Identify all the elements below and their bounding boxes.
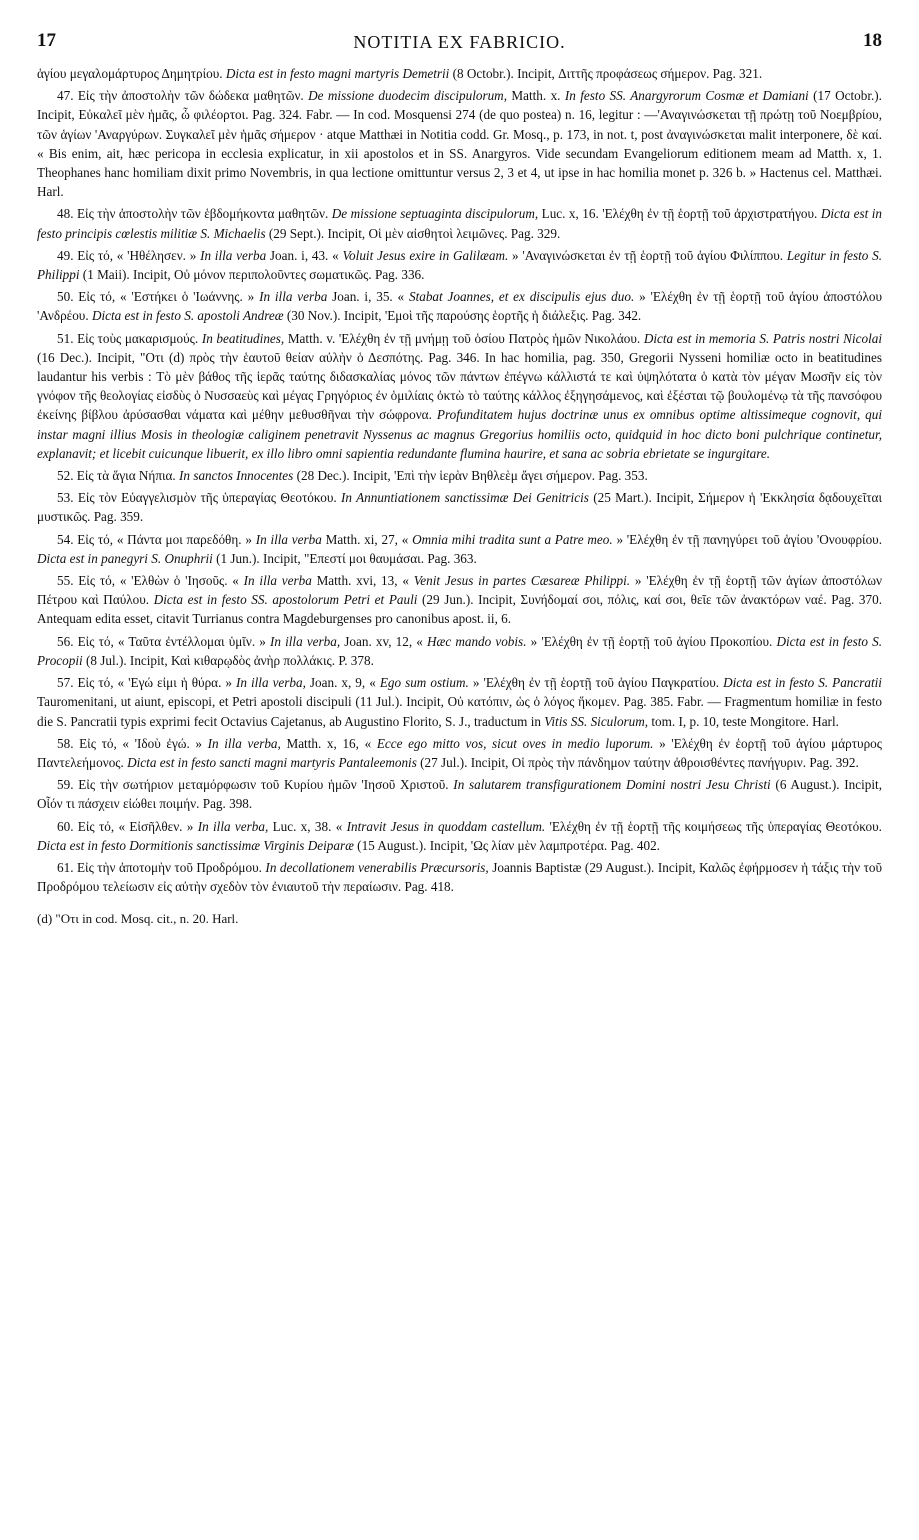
latin-italic-text: In illa verba, [269,633,341,649]
catalog-entry [37,734,882,772]
latin-italic-text: Hæc mando vobis. [427,633,527,649]
latin-italic-text: Dicta est in festo Dormitionis sanctissimæ Virginis Deiparæ [37,837,354,853]
entry-text: Tauromenitani, ut aiunt, episcopi, et Petri apostoli discipuli (11 Jul.). Incipit, Οὐ κατόπιν, ὡς ὁ λόγος ἥκομεν. Pag. 385. Fabr. — Fragmentum homiliæ in festo die S. Pancratii typis exprimi fecit Octavius Cajetanus, ab Augustino Florito, S. J., traductum in [37,694,882,729]
catalog-entry [37,632,882,670]
latin-italic-text: In illa verba, [235,675,306,691]
entry-text: » 'Ελέχθη ἐν τῇ ἑορτῇ τῶν ἁγίων ἀποστόλων Πέτρου καὶ Παύλου. [37,573,882,608]
latin-italic-text: In decollationem venerabilis Præcursoris, [265,859,489,875]
entry-text: 56. Εἰς τό, « Ταῦτα ἐντέλλομαι ὑμῖν. » [57,633,270,649]
latin-italic-text: In illa verba [200,247,267,263]
latin-italic-text: In festo SS. Anargyrorum Cosmæ et Damiani [564,88,809,104]
latin-italic-text: Ecce ego mitto vos, sicut oves in medio luporum. [376,735,654,751]
entry-text: Joan. xv, 12, « [340,633,428,649]
running-title: NOTITIA EX FABRICIO. [353,32,566,52]
entry-text: (29 Jun.). Incipit, Συνήδομαί σοι, πόλις, καί σοι, θεῖε τῶν ἀνακτόρων ναέ. Pag. 370. Antequam edita esset, citavit Turrianus contra Magdeburgenses pro canonibus apost. ii, 6. [37,592,883,627]
entry-text: (28 Dec.). Incipit, 'Επὶ τὴν ἱερὰν Βηθλεὲμ ἄγει σήμερον. Pag. 353. [293,468,648,484]
latin-italic-text: Omnia mihi tradita sunt a Patre meo. [412,531,613,547]
entry-text: (6 August.). Incipit, Οἷόν τι πάσχειν εἰώθει ποιμήν. Pag. 398. [37,777,882,812]
entry-text: 'Ελέχθη ἐν τῇ ἑορτῇ τῆς κοιμήσεως τῆς ὑπεραγίας Θεοτόκου. [545,818,882,834]
catalog-entry [37,488,882,526]
page-number-left: 17 [37,30,56,51]
entry-text: (27 Jul.). Incipit, Οἱ πρὸς τὴν πάνδημον ταύτην ἀθροισθέντες πανήγυριν. Pag. 392. [416,754,859,770]
entry-text: » 'Ελέχθη ἐν τῇ ἑορτῇ τοῦ ἁγίου ἀποστόλου 'Ανδρέου. [37,289,883,324]
entry-text: tom. I, p. 10, teste Mongitore. Harl. [648,713,839,729]
latin-italic-text: Ego sum ostium. [379,675,469,691]
latin-italic-text: Dicta est in festo magni martyris Demetrii [225,66,450,81]
entry-text: 52. Εἰς τὰ ἅγια Νήπια. [57,468,180,484]
entry-text: Joan. i, 43. « [266,247,343,263]
entry-text: (1 Maii). Incipit, Οὐ μόνον περιπολοῦντες σωματικῶς. Pag. 336. [79,267,425,283]
latin-italic-text: Voluit Jesus exire in Galilæam. [342,247,509,263]
latin-italic-text: Dicta est in festo sancti magni martyris Pantaleemonis [127,754,417,770]
entry-text: (29 Sept.). Incipit, Οἱ μὲν αἰσθητοὶ λειμῶνες. Pag. 329. [265,225,561,241]
latin-italic-text: Intravit Jesus in quoddam castellum. [346,818,546,834]
entry-text: 61. Εἰς τὴν ἀποτομὴν τοῦ Προδρόμου. [57,859,266,875]
entry-text: (30 Nov.). Incipit, 'Εμοὶ τῆς παρούσης ἑορτῆς ἡ διάλεξις. Pag. 342. [283,308,642,324]
entry-text: Matth. x, 16, « [280,735,377,751]
entry-text: (1 Jun.). Incipit, "Επεστί μοι θαυμάσαι. Pag. 363. [212,550,477,566]
entry-text: Luc. x, 38. « [268,818,347,834]
footnote: (d) "Οτι in cod. Mosq. cit., n. 20. Harl. [37,911,239,927]
entry-text: » 'Ελέχθη ἐν τῇ ἑορτῇ τοῦ ἁγίου Παγκρατίου. [468,675,724,691]
catalog-entry [37,86,882,201]
entry-text: (8 Jul.). Incipit, Καὶ κιθαρῳδὸς ἀνὴρ πολλάκις. P. 378. [82,652,374,668]
catalog-entry [37,530,882,568]
latin-italic-text: In illa verba [255,531,322,547]
latin-italic-text: In illa verba, [197,818,269,834]
entry-text: ἁγίου μεγαλομάρτυρος Δημητρίου. [37,66,226,81]
latin-italic-text: Legitur in festo S. Philippi [37,247,882,283]
latin-italic-text: Dicta est in festo SS. apostolorum Petri et Pauli [153,592,418,608]
entry-text: 53. Εἰς τὸν Εὐαγγελισμὸν τῆς ὑπεραγίας Θεοτόκου. [57,490,341,506]
entry-text: Matth. v. 'Ελέχθη ἐν τῇ μνήμῃ τοῦ ὁσίου Πατρὸς ἡμῶν Νικολάου. [284,330,644,346]
latin-italic-text: In illa verba [259,289,328,305]
catalog-entry [37,287,882,325]
entry-text: 47. Εἰς τὴν ἀποστολὴν τῶν δώδεκα μαθητῶν. [57,88,309,104]
entry-text: Joan. i, 35. « [327,289,409,305]
latin-italic-text: Vitis SS. Siculorum, [544,713,649,729]
catalog-entry [37,673,882,731]
latin-italic-text: Venit Jesus in partes Cæsareæ Philippi. [413,573,631,589]
entry-text: Joan. x, 9, « [305,675,380,691]
catalog-entry [37,329,882,463]
latin-italic-text: Dicta est in memoria S. Patris nostri Nicolai [643,330,882,346]
entry-text: 59. Εἰς τὴν σωτήριον μεταμόρφωσιν τοῦ Κυρίου ἡμῶν 'Ιησοῦ Χριστοῦ. [57,777,454,793]
entries-body [37,64,882,896]
entry-text: 54. Εἰς τό, « Πάντα μοι παρεδόθη. » [57,531,256,547]
entry-text: 50. Εἰς τό, « 'Εστήκει ὁ 'Ιωάννης. » [57,289,260,305]
continuation-paragraph [37,64,882,83]
entry-text: (25 Mart.). Incipit, Σήμερον ἡ 'Εκκλησία δᾳδουχεῖται μυστικῶς. Pag. 359. [37,490,882,525]
entry-text: Joannis Baptistæ (29 August.). Incipit, Καλῶς ἐφήρμοσεν ἡ τάξις τὴν τοῦ Προδρόμου τελείωσιν εἰς αὐτὴν σχεδὸν τὸν ἐνιαυτοῦ τὴν περαίωσιν. Pag. 418. [37,859,883,895]
latin-italic-text: De missione duodecim discipulorum, [308,88,507,104]
running-header [37,30,882,64]
latin-italic-text: Dicta est in festo S. Pancratii [723,675,882,691]
entry-text: 49. Εἰς τό, « 'Ηθέλησεν. » [57,247,201,263]
latin-italic-text: In illa verba [243,573,312,589]
document-page [37,30,882,928]
latin-italic-text: In illa verba, [207,735,281,751]
catalog-entry [37,858,882,896]
catalog-entry [37,817,882,855]
page-number-right: 18 [863,30,882,51]
entry-text: » 'Ελέχθη ἐν τῇ ἑορτῇ τοῦ ἁγίου Προκοπίου. [526,633,777,649]
entry-text: (15 August.). Incipit, 'Ως λίαν μὲν λαμπροτέρα. Pag. 402. [353,837,660,853]
entry-text: Matth. xi, 27, « [321,531,413,547]
entry-text: 51. Εἰς τοὺς μακαρισμούς. [57,330,202,346]
latin-italic-text: Profunditatem hujus doctrinæ unus ex omnibus optime altissimeque cognovit, qui instar magni illius Mosis in theologiæ caliginem penetravit Nyssenus ac magnus Gregorius homiliis octo, quidquid in hoc dicto boni pulchrique continetur, explanavit; et licebit cuicunque libuerit, ex illo libro omni sapientia redundante flumina haurire, et sana ac sobria ebrietate se ingurgitare. [37,407,882,461]
entry-text: Matth. x. [507,88,565,104]
catalog-entry [37,466,882,485]
entry-text: (8 Octobr.). Incipit, Διττῆς προφάσεως σήμερον. Pag. 321. [449,66,763,81]
latin-italic-text: In Annuntiationem sanctissimæ Dei Genitricis [340,490,589,506]
catalog-entry [37,775,882,813]
latin-italic-text: In sanctos Innocentes [179,468,294,484]
latin-italic-text: Stabat Joannes, et ex discipulis ejus duo. [408,289,635,305]
entry-text: 48. Εἰς τὴν ἀποστολὴν τῶν ἑβδομήκοντα μαθητῶν. [57,206,332,222]
entry-text: 58. Εἰς τό, « 'Ιδοὺ ἐγώ. » [57,735,208,751]
catalog-entry [37,246,882,284]
entry-text: Matth. xvi, 13, « [311,573,414,589]
entry-text: 57. Εἰς τό, « 'Εγώ εἰμι ἡ θύρα. » [57,675,236,691]
catalog-entry [37,571,882,629]
entry-text: (17 Octobr.). Incipit, Εὐκαλεῖ μὲν ἡμᾶς, ὦ φιλέορτοι. Pag. 324. Fabr. — In cod. Mosquensi 274 (de quo postea) n. 16, legitur : —'Αναγινώσκεται τῇ πρώτῃ τοῦ Νοεμβρίου, τῶν ἁγίων 'Αναργύρων. Συγκαλεῖ μὲν ἡμᾶς σήμερον · atque Matthæi in Notitia codd. Gr. Mosq., p. 173, in not. t, post ἀναγινώσκεται malit interponere, δὲ καί. « Bis enim, ait, hæc pericopa in ecclesia explicatur, in xii apostolos et in SS. Anargyros. Vide secundam Evangeliorum editionem meam ad Matth. x, 1. Theophanes hanc homiliam dixit primo Novembris, in qua lectione omittuntur versus 2, 3 et 4, ut ipse in hac homilia monet p. 326 b. » Hactenus cel. Matthæi. Harl. [37,88,882,200]
entry-text: 60. Εἰς τό, « Εἰσῆλθεν. » [57,818,198,834]
latin-italic-text: Dicta est in festo S. Procopii [37,633,882,668]
latin-italic-text: In beatitudines, [201,330,285,346]
latin-italic-text: Dicta est in festo principis cœlestis militiæ S. Michaelis [37,206,882,241]
entry-text: » 'Ελέχθη ἐν ἑορτῇ τοῦ ἁγίου μάρτυρος Παντελεήμονος. [37,735,882,770]
entry-text: » 'Ελέχθη ἐν τῇ πανηγύρει τοῦ ἁγίου 'Ονουφρίου. [612,531,882,547]
latin-italic-text: In salutarem transfigurationem Domini nostri Jesu Christi [453,777,771,793]
entry-text: (16 Dec.). Incipit, "Οτι (d) πρὸς τὴν ἑαυτοῦ θείαν αὐλὴν ὁ Δεσπότης. Pag. 346. In hac homilia, pag. 350, Gregorii Nysseni homiliæ octo in beatitudines laudantur his verbis : Τὸ μὲν βάθος τῆς ἱερᾶς ταύτης διδασκαλίας μόνος τῶν πάντων ἐπέγνω κάλλιστά τε καὶ ὑψηλότατα ὁ κατὰ τὸν μέγαν Μωσῆν εἰς τὸν γνόφον τῆς θεολογίας εἰσδὺς ὁ Νυσσαεὺς καὶ μέγας Γρηγόριος ἐν ὁμιλίαις ὀκτὼ τὸ ταύτης κάλλος ἐξηγησάμενος, καὶ ἐξέσται τῷ βουλομένῳ τὰ τῆς πανσόφου ἐκείνης βίβλου ἀρύσασθαι νάματα καὶ μέθην μεθυσθῆναι τὴν σώφρονα. [37,349,882,423]
latin-italic-text: De missione septuaginta discipulorum, [331,206,539,222]
entry-text: » 'Αναγινώσκεται ἐν τῇ ἑορτῇ τοῦ ἁγίου Φιλίππου. [508,247,787,263]
catalog-entry [37,204,882,242]
latin-italic-text: Dicta est in festo S. apostoli Andreæ [91,308,284,324]
entry-text: 55. Εἰς τό, « 'Ελθὼν ὁ 'Ιησοῦς. « [57,573,244,589]
entry-text: Luc. x, 16. 'Ελέχθη ἐν τῇ ἑορτῇ τοῦ ἀρχιστρατήγου. [538,206,821,222]
latin-italic-text: Dicta est in panegyri S. Onuphrii [37,550,213,566]
